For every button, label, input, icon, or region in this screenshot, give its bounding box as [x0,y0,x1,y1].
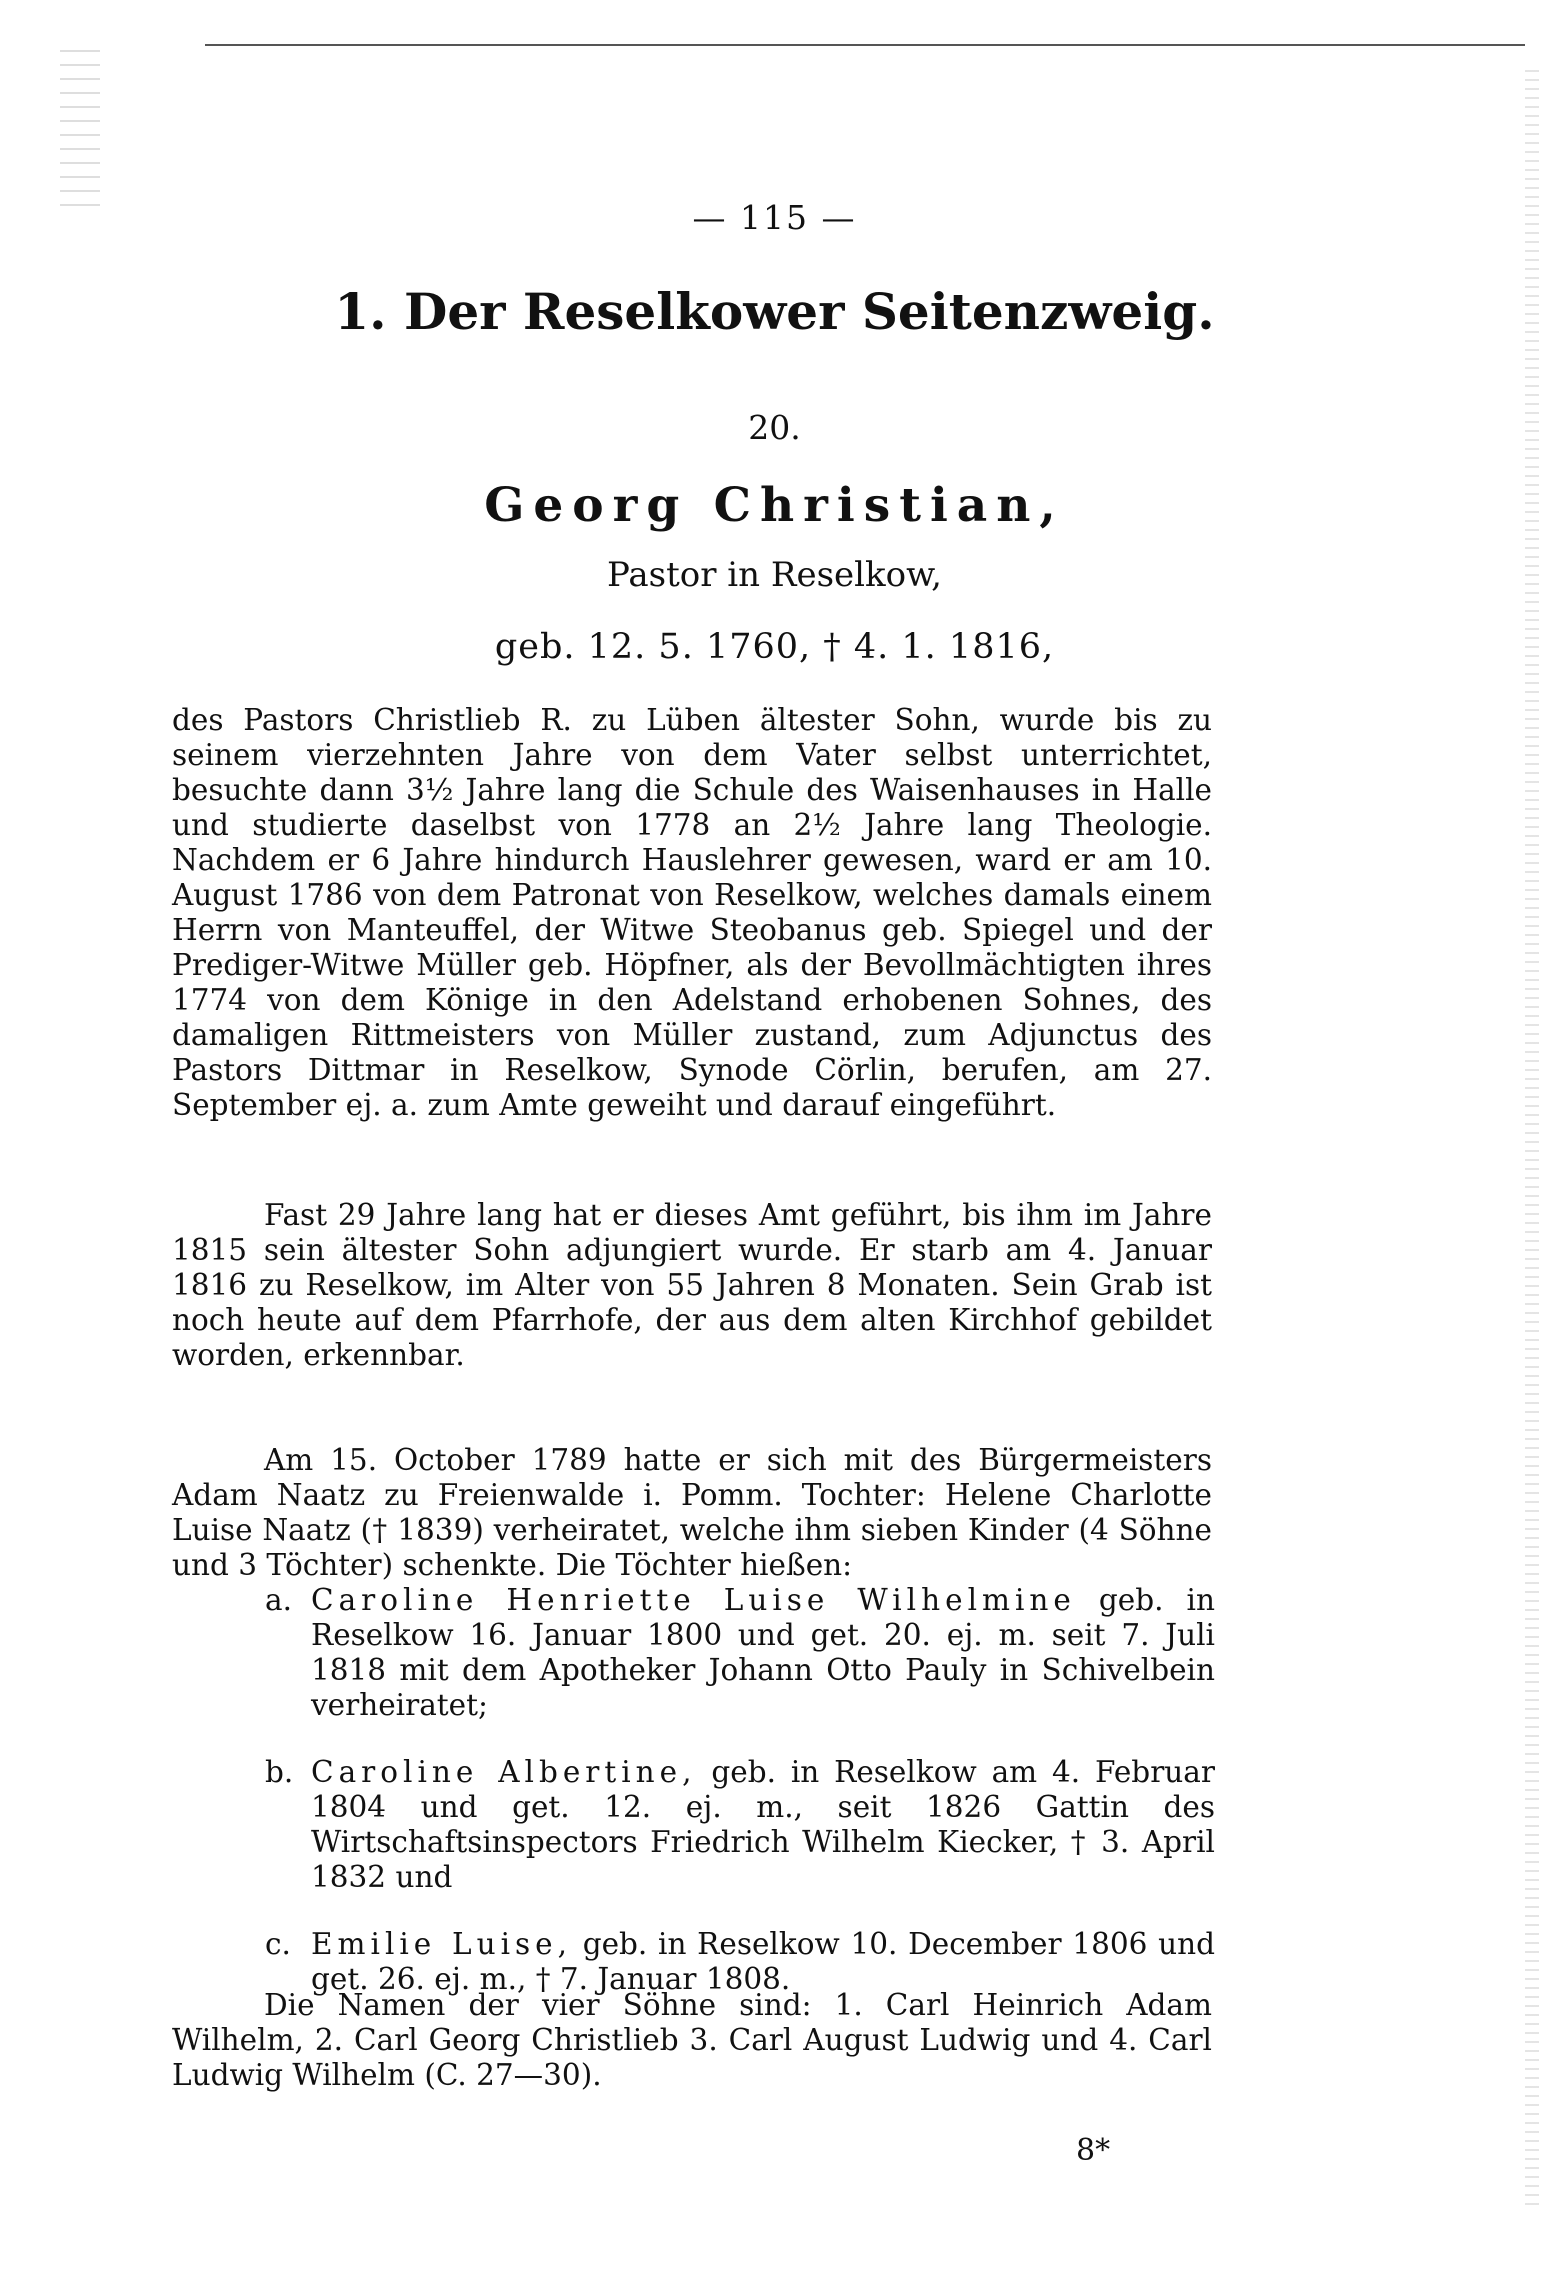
top-edge-rule [205,44,1525,46]
person-name: Georg Christian, [484,478,1065,533]
daughter-entry-c [265,1927,1215,1997]
daughter-list-item [265,1583,1215,1723]
biography-paragraph-4: Die Namen der vier Söhne sind: 1. Carl Heinrich Adam Wilhelm, 2. Carl Georg Christlieb 3. Carl August Ludwig und 4. Carl Ludwig Wilhelm (C. 27—30). [172,1988,1212,2092]
list-marker: c. [265,1927,291,1961]
daughter-entry-b [265,1755,1215,1895]
daughter-list-item [265,1755,1215,1895]
daughter-details: geb. in Reselkow 10. December 1806 und get. 26. ej. m., † 7. Januar 1808. [311,1927,1215,1996]
list-marker: b. [265,1755,294,1789]
person-dates: geb. 12. 5. 1760, † 4. 1. 1816, [494,627,1055,667]
daughter-name: Emilie Luise, [311,1927,572,1961]
biography-paragraph-1: des Pastors Christlieb R. zu Lüben ältester Sohn, wurde bis zu seinem vierzehnten Jahre von dem Vater selbst unterrichtet, besuchte dann 3½ Jahre lang die Schule des Waisenhauses in Halle und studierte daselbst von 1778 an 2½ Jahre lang Theologie. Nachdem er 6 Jahre hindurch Hauslehrer gewesen, ward er am 10. August 1786 von dem Patronat von Reselkow, welches damals einem Herrn von Manteuffel, der Witwe Steobanus geb. Spiegel und der Prediger-Witwe Müller geb. Höpfner, als der Bevollmächtigten ihres 1774 von dem Könige in den Adelstand erhobenen Sohnes, des damaligen Rittmeisters von Müller zustand, zum Adjunctus des Pastors Dittmar in Reselkow, Synode Cörlin, berufen, am 27. September ej. a. zum Amte geweiht und darauf eingeführt. [172,703,1212,1122]
biography-paragraph-2: Fast 29 Jahre lang hat er dieses Amt geführt, bis ihm im Jahre 1815 sein ältester Sohn adjungiert wurde. Er starb am 4. Januar 1816 zu Reselkow, im Alter von 55 Jahren 8 Monaten. Sein Grab ist noch heute auf dem Pfarrhofe, der aus dem alten Kirchhof gebildet worden, erkennbar. [172,1198,1212,1372]
biography-paragraph-3: Am 15. October 1789 hatte er sich mit des Bürgermeisters Adam Naatz zu Freienwalde i. Pomm. Tochter: Helene Charlotte Luise Naatz († 1839) verheiratet, welche ihm sieben Kinder (4 Söhne und 3 Töchter) schenkte. Die Töchter hießen: [172,1443,1212,1582]
person-office: Pastor in Reselkow, [607,555,942,595]
daughter-details: geb. in Reselkow 16. Januar 1800 und get. 20. ej. m. seit 7. Juli 1818 mit dem Apotheker Johann Otto Pauly in Schivelbein verheiratet; [311,1583,1215,1722]
daughter-entry-a [265,1583,1215,1723]
list-marker: a. [265,1583,292,1617]
daughter-list-item [265,1927,1215,1997]
page-number: — 115 — [692,198,857,237]
scan-edge-marks-left [60,50,100,210]
scan-edge-marks-right [1525,70,1539,2210]
daughter-details: geb. in Reselkow am 4. Februar 1804 und get. 12. ej. m., seit 1826 Gattin des Wirtschaftsinspectors Friedrich Wilhelm Kiecker, † 3. April 1832 und [311,1755,1215,1894]
section-title: 1. Der Reselkower Seitenzweig. [334,282,1215,341]
daughter-name: Caroline Albertine, [311,1755,697,1789]
signature-mark: 8* [1076,2133,1111,2168]
entry-number: 20. [748,408,801,447]
daughter-name: Caroline Henriette Luise Wilhelmine [311,1583,1076,1617]
